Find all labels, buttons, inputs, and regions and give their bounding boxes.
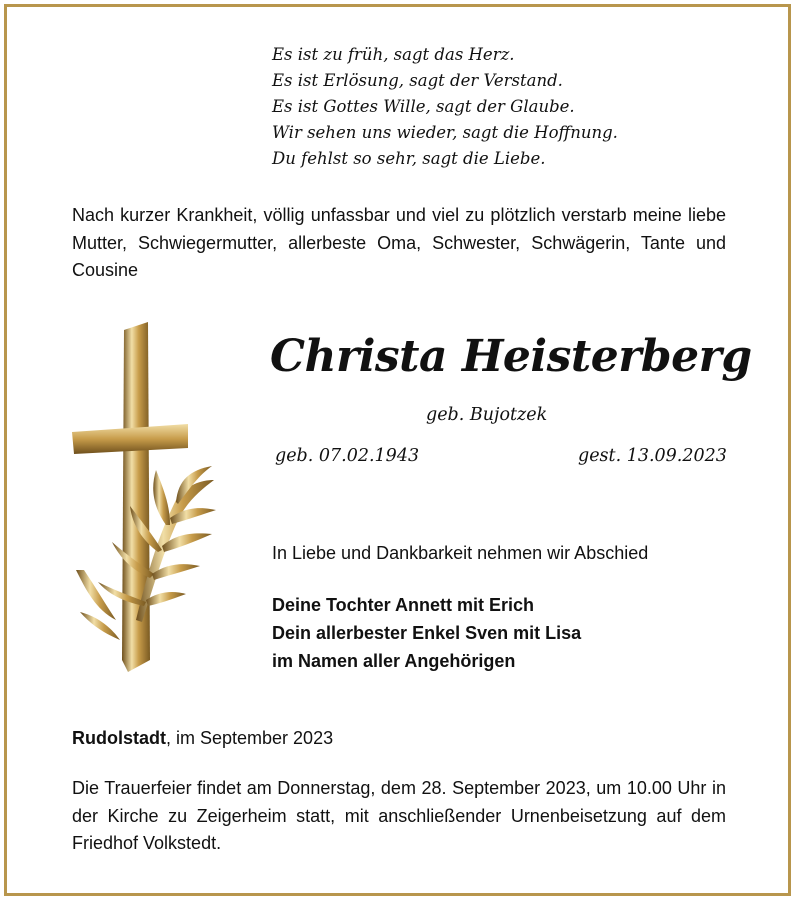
funeral-info: Die Trauerfeier findet am Donnerstag, dem 28. September 2023, um 10.00 Uhr in der Kirche zu Zeigerheim statt, mit anschließender Urnenbeisetzung auf dem Friedhof Volkstedt. — [72, 778, 726, 853]
cross-icon — [66, 320, 226, 680]
death-date: gest. 13.09.2023 — [578, 446, 727, 466]
mourner-line: Deine Tochter Annett mit Erich — [272, 595, 535, 615]
poem — [272, 42, 692, 172]
farewell-text: In Liebe und Dankbarkeit nehmen wir Abschied — [272, 543, 649, 563]
mourners-list — [272, 591, 581, 675]
mourner-line: im Namen aller Angehörigen — [272, 651, 516, 671]
place-and-date — [72, 728, 333, 749]
deceased-name: Christa Heisterberg — [270, 331, 752, 382]
poem-line: Wir sehen uns wieder, sagt die Hoffnung. — [272, 123, 618, 142]
place-city: Rudolstadt — [72, 728, 166, 748]
poem-line: Es ist zu früh, sagt das Herz. — [272, 45, 515, 64]
mourner-line: Dein allerbester Enkel Sven mit Lisa — [272, 623, 582, 643]
poem-line: Du fehlst so sehr, sagt die Liebe. — [272, 149, 546, 168]
poem-line: Es ist Gottes Wille, sagt der Glaube. — [272, 97, 575, 116]
birth-name: geb. Bujotzek — [426, 405, 548, 425]
birth-date: geb. 07.02.1943 — [275, 446, 420, 466]
place-date: , im September 2023 — [166, 728, 334, 748]
poem-line: Es ist Erlösung, sagt der Verstand. — [272, 71, 563, 90]
intro-text: Nach kurzer Krankheit, völlig unfassbar und viel zu plötzlich verstarb meine liebe Mutter, Schwiegermutter, allerbeste Oma, Schwester, Schwägerin, Tante und Cousine — [72, 205, 726, 280]
